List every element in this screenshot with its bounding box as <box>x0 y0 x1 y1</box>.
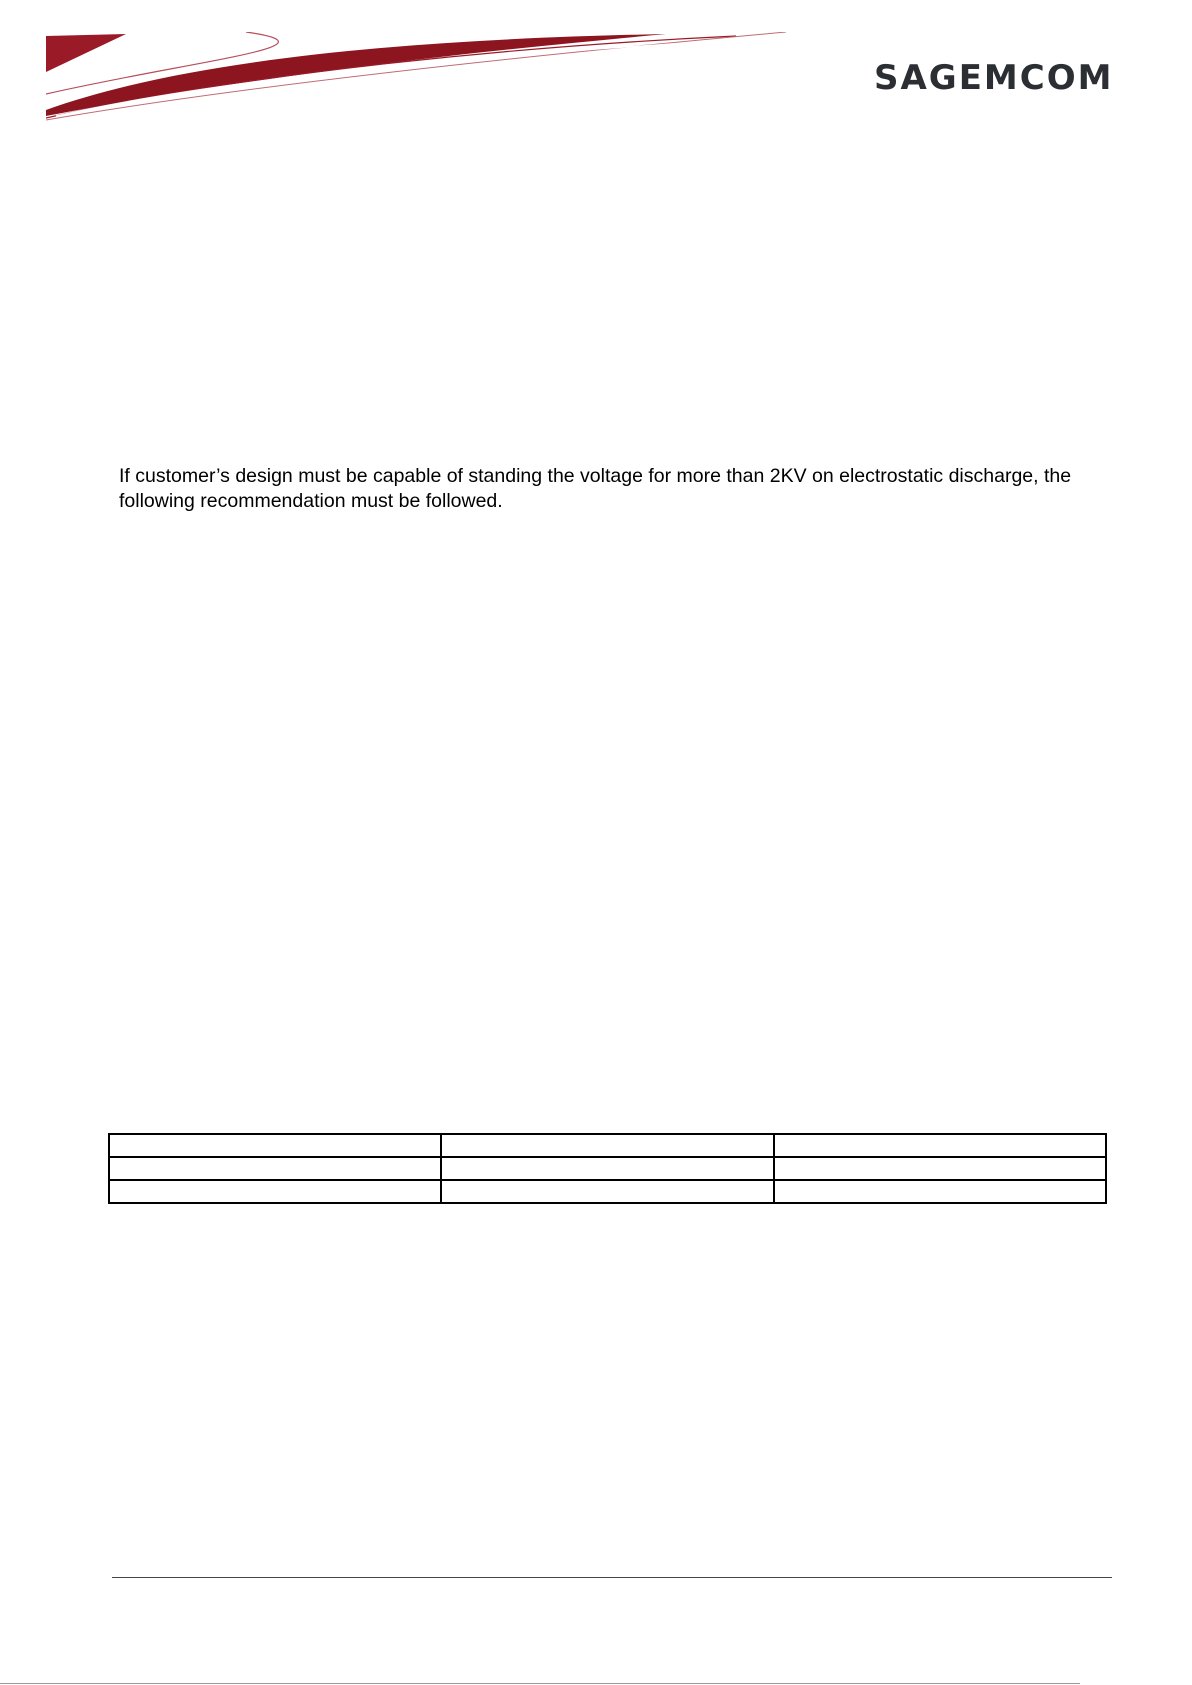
table-cell <box>774 1180 1106 1203</box>
sagemcom-logo: SAGEMCOM <box>874 58 1114 98</box>
table-cell <box>774 1134 1106 1157</box>
header-swoosh-graphic <box>46 32 796 122</box>
page-bottom-edge <box>0 1683 1080 1684</box>
empty-table <box>108 1133 1107 1204</box>
table-row <box>109 1157 1106 1180</box>
table-cell <box>109 1180 441 1203</box>
table-row <box>109 1180 1106 1203</box>
footer-divider <box>112 1577 1112 1578</box>
table-cell <box>441 1180 773 1203</box>
table-cell <box>109 1134 441 1157</box>
table-cell <box>109 1157 441 1180</box>
esd-recommendation-paragraph: If customer’s design must be capable of standing the voltage for more than 2KV on electrostatic discharge, the following recommendation must be followed. <box>119 465 1072 512</box>
table-row <box>109 1134 1106 1157</box>
table-cell <box>441 1157 773 1180</box>
table-cell <box>774 1157 1106 1180</box>
table-cell <box>441 1134 773 1157</box>
